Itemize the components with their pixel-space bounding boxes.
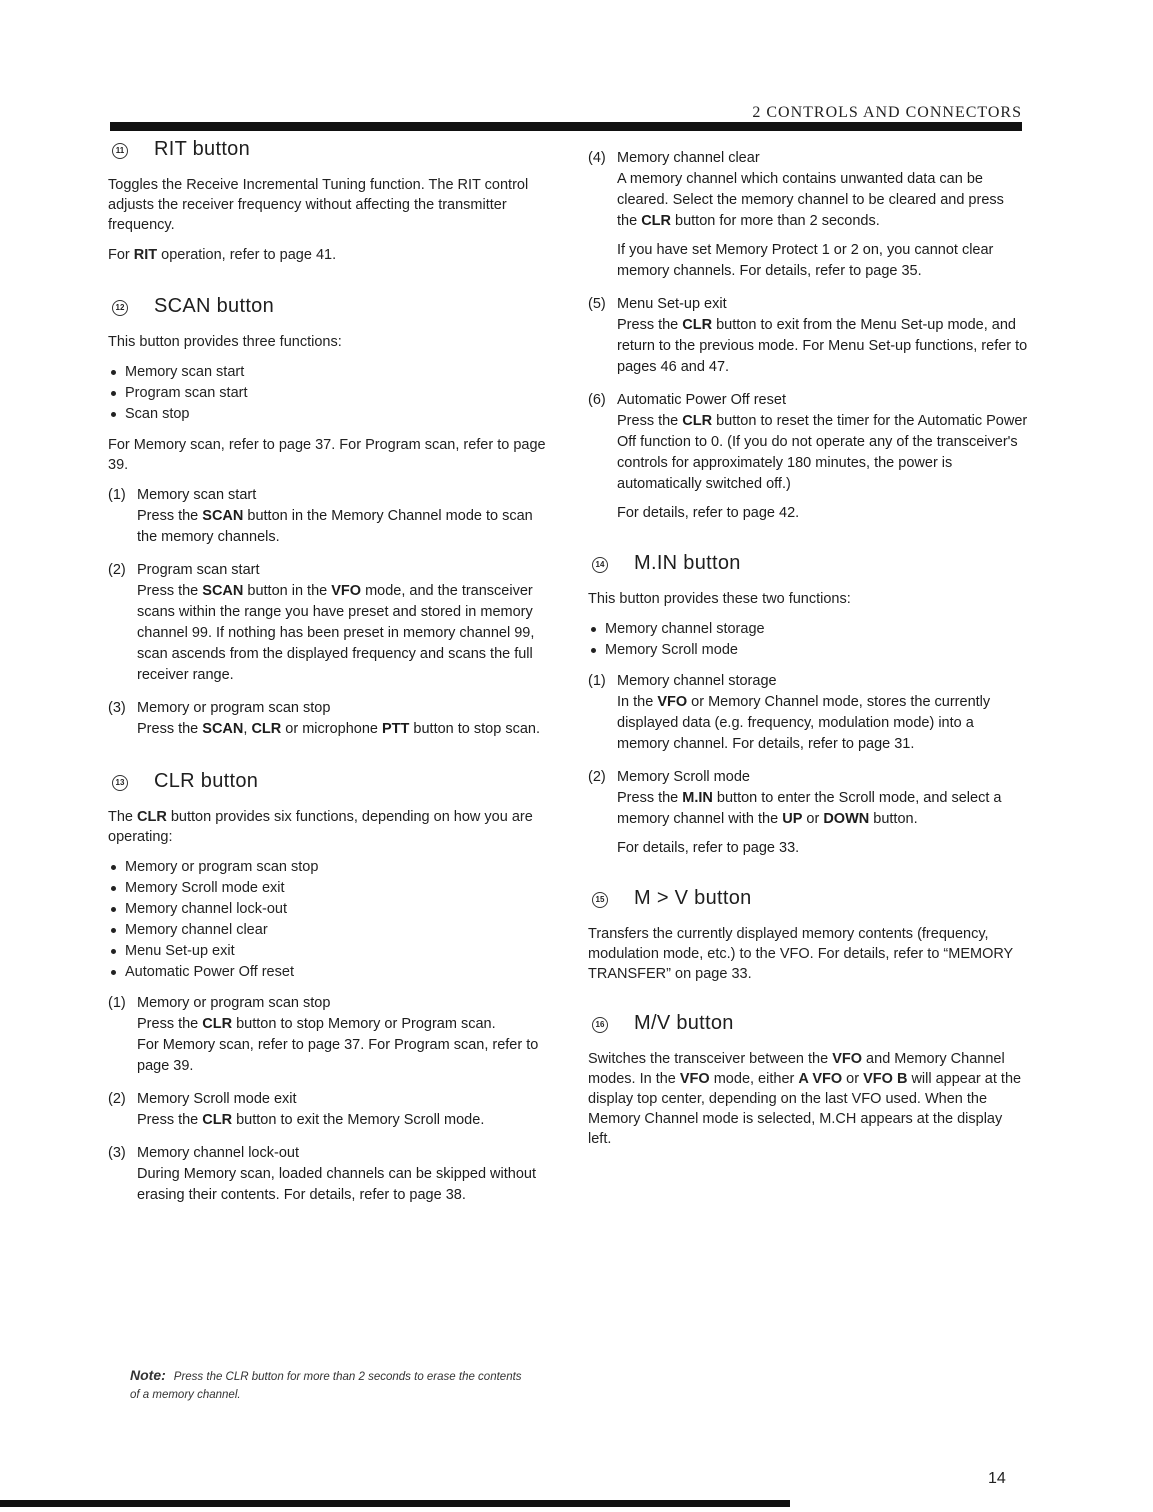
list-item: (3) Memory channel lock-out During Memory scan, loaded channels can be skipped without erasing their contents. For details, refer to page 38. bbox=[108, 1145, 536, 1203]
section-m-v bbox=[588, 1012, 1028, 1149]
scan-intro: This button provides three functions: bbox=[108, 334, 342, 350]
circled-number-icon: 15 bbox=[592, 892, 608, 908]
scan-numbered-list bbox=[108, 485, 548, 740]
list-item: Memory channel lock-out bbox=[108, 899, 548, 920]
section-heading bbox=[108, 138, 548, 161]
section-heading bbox=[108, 770, 548, 793]
note: Note: Press the CLR button for more than 2 seconds to erase the contents of a memory channel. bbox=[130, 1367, 522, 1401]
section-heading bbox=[108, 295, 548, 318]
list-item: Memory Scroll mode exit bbox=[108, 878, 548, 899]
list-item: Automatic Power Off reset bbox=[108, 962, 548, 983]
clr-numbered-list-part1 bbox=[108, 993, 548, 1206]
section-m-to-v bbox=[588, 887, 1028, 984]
list-item: (2) Program scan start Press the SCAN button in the VFO mode, and the transceiver scans within the range you have preset and stored in memory channel 99. If nothing has been preset in memory channel 99, scan ascends from the displayed frequency and scans the full receiver range. bbox=[108, 562, 535, 683]
m-in-bullet-list bbox=[588, 619, 1028, 661]
list-item: Memory Scroll mode bbox=[588, 640, 1028, 661]
section-heading bbox=[588, 887, 1028, 910]
circled-number-icon: 11 bbox=[112, 143, 128, 159]
list-item: (2) Memory Scroll mode Press the M.IN button to enter the Scroll mode, and select a memory channel with the UP or DOWN button. For details, refer to page 33. bbox=[588, 769, 1002, 856]
section-title: M/V button bbox=[634, 1012, 734, 1034]
list-item: (5) Menu Set-up exit Press the CLR button to exit from the Menu Set-up mode, and return to the previous mode. For Menu Set-up functions, refer to pages 46 and 47. bbox=[588, 296, 1028, 375]
section-heading bbox=[588, 1012, 1028, 1035]
clr-bullet-list bbox=[108, 857, 548, 983]
chapter-header: 2 CONTROLS AND CONNECTORS bbox=[752, 104, 1022, 121]
right-column bbox=[588, 148, 1028, 1159]
circled-number-icon: 16 bbox=[592, 1017, 608, 1033]
section-title: CLR button bbox=[154, 770, 259, 792]
list-item: Memory or program scan stop bbox=[108, 857, 548, 878]
section-scan bbox=[108, 295, 548, 740]
section-title: RIT button bbox=[154, 138, 251, 160]
list-item: (6) Automatic Power Off reset Press the CLR button to reset the timer for the Automatic Power Off function to 0. (If you do not operate any of the transceiver's controls for approximately 180 minutes, the power is automatically switched off.) For details, refer to page 42. bbox=[588, 392, 1028, 521]
clr-numbered-list-part2 bbox=[588, 148, 1028, 524]
m-in-numbered-list bbox=[588, 671, 1028, 859]
scan-references: For Memory scan, refer to page 37. For Program scan, refer to page 39. bbox=[108, 437, 546, 473]
list-item: (1) Memory or program scan stop Press the CLR button to stop Memory or Program scan. For Memory scan, refer to page 37. For Program scan, refer to page 39. bbox=[108, 995, 539, 1074]
section-m-in bbox=[588, 552, 1028, 859]
circled-number-icon: 14 bbox=[592, 557, 608, 573]
section-clr bbox=[108, 770, 548, 1206]
list-item: Memory scan start bbox=[108, 362, 548, 383]
clr-intro: The CLR button provides six functions, depending on how you are operating: bbox=[108, 809, 533, 845]
rit-reference: For RIT operation, refer to page 41. bbox=[108, 247, 337, 263]
left-column bbox=[108, 138, 548, 1218]
circled-number-icon: 12 bbox=[112, 300, 128, 316]
list-item: (1) Memory channel storage In the VFO or Memory Channel mode, stores the currently displayed data (e.g. frequency, modulation mode) into a memory channel. For details, refer to page 31. bbox=[588, 673, 991, 752]
header-rule bbox=[110, 122, 1022, 131]
list-item: (4) Memory channel clear A memory channel which contains unwanted data can be cleared. Select the memory channel to be cleared and press the CLR button for more than 2 seconds. If you have set Memory Protect 1 or 2 on, you cannot clear memory channels. For details, refer to page 35. bbox=[588, 150, 1004, 279]
m-to-v-description: Transfers the currently displayed memory contents (frequency, modulation mode, etc.) to the VFO. For details, refer to “MEMORY TRANSFER” on page 33. bbox=[588, 926, 1013, 982]
rit-description: Toggles the Receive Incremental Tuning function. The RIT control adjusts the receiver frequency without affecting the transmitter frequency. bbox=[108, 177, 529, 233]
section-title: SCAN button bbox=[154, 295, 275, 317]
page-number: 14 bbox=[988, 1470, 1006, 1487]
section-title: M.IN button bbox=[634, 552, 741, 574]
section-title: M > V button bbox=[634, 887, 752, 909]
m-v-description: Switches the transceiver between the VFO and Memory Channel modes. In the VFO mode, either A VFO or VFO B will appear at the display top center, depending on the last VFO used. When the Memory Channel mode is selected, M.CH appears at the display left. bbox=[588, 1051, 1022, 1147]
section-heading bbox=[588, 552, 1028, 575]
circled-number-icon: 13 bbox=[112, 775, 128, 791]
footer-rule bbox=[0, 1500, 790, 1507]
m-in-intro: This button provides these two functions: bbox=[588, 591, 851, 607]
list-item: Menu Set-up exit bbox=[108, 941, 548, 962]
list-item: (1) Memory scan start Press the SCAN button in the Memory Channel mode to scan the memory channels. bbox=[108, 487, 533, 545]
list-item: Program scan start bbox=[108, 383, 548, 404]
list-item: Scan stop bbox=[108, 404, 548, 425]
list-item: Memory channel storage bbox=[588, 619, 1028, 640]
scan-bullet-list bbox=[108, 362, 548, 425]
list-item: Memory channel clear bbox=[108, 920, 548, 941]
list-item: (2) Memory Scroll mode exit Press the CLR button to exit the Memory Scroll mode. bbox=[108, 1091, 485, 1128]
list-item: (3) Memory or program scan stop Press the SCAN, CLR or microphone PTT button to stop scan. bbox=[108, 700, 540, 737]
section-rit bbox=[108, 138, 548, 265]
